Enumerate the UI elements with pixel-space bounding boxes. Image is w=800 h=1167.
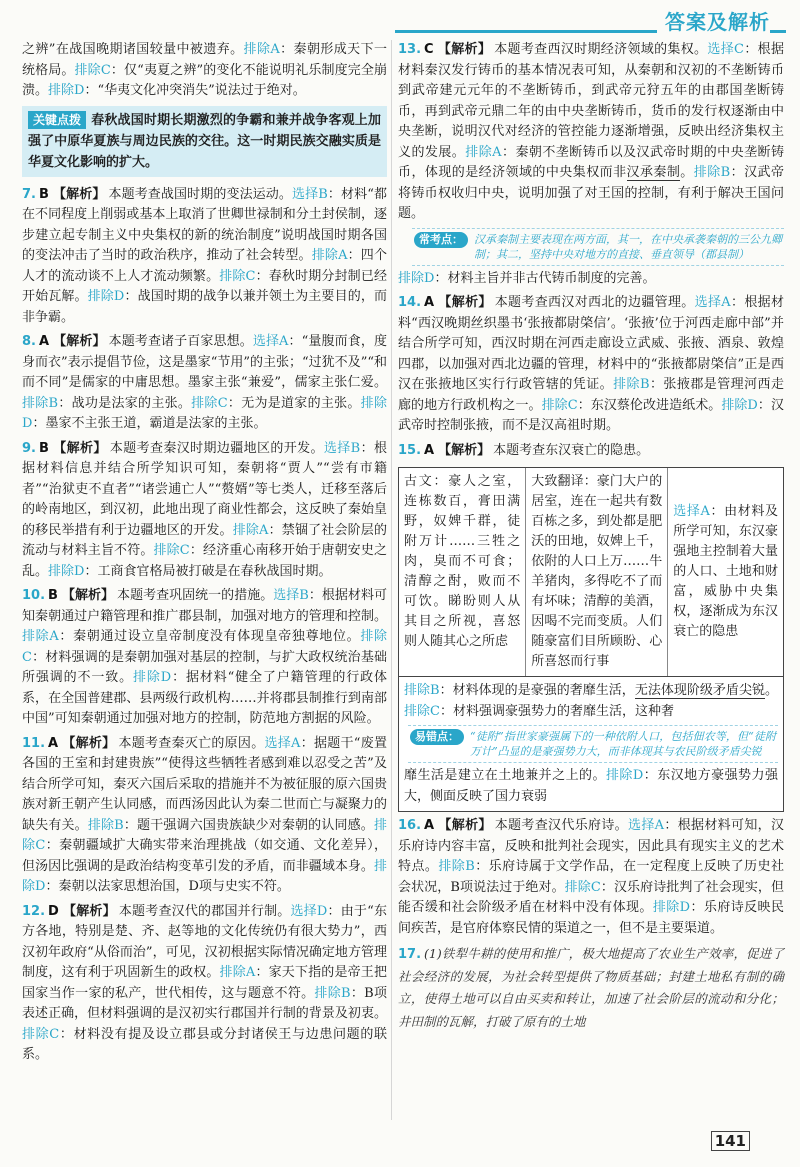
key-point-label: 关键点拨 [28, 111, 86, 129]
answer-7: 7. B 【解析】 本题考查战国时期的变法运动。选择B：材料“都在不同程度上削弱或基本上取消了世卿世禄制和分土封侯制，逐步建立起专制主义中央集权的新的统治制度”说明战国时期各国的变法冲击了当时的政治秩序，推动了社会转型。排除A：四个人才的流动谈不上人才流动频繁。排除C：春秋时期分封制已经开始瓦解。排除D：战国时期的战争以兼并领土为主要目的，而非争霸。 [22, 186, 387, 325]
intro-paragraph: 之辨”在战国晚期诸国较量中被遗弃。排除A：秦朝形成天下一统格局。排除C：仅“夷夏之辨”的变化不能说明礼乐制度完全崩溃。排除D：“华夷文化冲突消失”说法过于绝对。 [22, 42, 387, 98]
analysis-table [398, 467, 784, 812]
page-number: 141 [711, 1131, 750, 1151]
exam-point-note: 常考点： 汉承秦制主要表现在两方面，其一，在中央承袭秦朝的三公九卿制；其二，坚持中央对地方的直接、垂直领导（郡县制） [412, 228, 784, 266]
common-error-icon: 易错点： [410, 729, 464, 745]
table-cell-answer: 选择A：由材料及所学可知，东汉豪强地主控制着大量的人口、土地和财富，威胁中央集权，逐渐成为东汉衰亡的隐患 [673, 504, 778, 639]
answer-12: 12. D 【解析】 本题考查汉代的郡国并行制。选择D：由于“东方各地，特别是楚、齐、赵等地的文化传统仍有很大势力”，西汉初年政府“从俗而治”，可见，汉初根据实际情况确定地方管理制度，这有利于巩固新生的政权。排除A：家天下指的是帝王把国家当作一家的私产，世代相传，这与题意不符。排除B：B项表述正确，但材料强调的是汉初实行郡国并行制的背景及初衷。排除C：材料没有提及设立郡县或分封诸侯王与边患问题的联系。 [22, 903, 387, 1062]
column-divider [391, 40, 392, 1120]
key-point-box [22, 106, 387, 177]
table-footer: 排除B：材料体现的是豪强的奢靡生活，无法体现阶级矛盾尖锐。排除C：材料强调豪强势力的奢靡生活，这种奢 易错点： “徒附”指世家豪强属下的一种依附人口，包括佃农等，但“徒附万计”凸显的是豪强势力大，而非体现其与农民阶级矛盾尖锐 靡生活是建立在土地兼并之上的。排除D：东汉地方豪强势力强大，侧面反映了国力衰弱 [399, 676, 783, 811]
answer-15: 15. A 【解析】 本题考查东汉衰亡的隐患。 古文：豪人之室，连栋数百，膏田满野，奴婢千群，徒附万计……三牲之肉，臭而不可食；清醇之酎，败而不可饮。睇盼则人从其目之所视，喜怒则人随其心之所虑 大致翻译：豪门大户的居室，连在一起共有数百栋之多，到处都是肥沃的田地，奴婢上千，依附的人口上万……牛羊猪肉，多得吃不了而有坏味；清醇的美酒，因喝不完而变质。人们随豪富们目所顾盼、心所喜怒而行事 选择A：由材料及所学可知，东汉豪强地主控制着大量的人口、土地和财富，威胁中央集权，逐渐成为东汉衰亡的隐患 排除B：材料体现的是豪强的奢靡生活，无法体现阶级矛盾尖锐。排除C：材料强调豪强势力的奢靡生活，这种奢 易错点： “徒附”指世家豪强属下的一种依附人口，包括佃农等，但“徒附万计”凸显的是豪强势力大，而非体现其与农民阶级矛盾尖锐 靡生活是建立在土地兼并之上的。排除D：东汉地方豪强势力强大，侧面反映了国力衰弱 [398, 441, 784, 813]
answer-11: 11. A 【解析】 本题考查秦灭亡的原因。选择A：据题干“废置各国的王室和封建贵族”“使得这些牺牲者感到难以忍受之苦”及结合所学可知，秦灭六国后采取的措施并不为被征服的原六国贵族对新王朝产生认同感，而西汤因此认为秦二世而亡与凝聚力的缺失有关。排除B：题干强调六国贵族缺少对秦朝的认同感。排除C：秦朝疆域扩大确实带来治理挑战（如交通、文化差异），但汤因比强调的是政治结构变革引发的矛盾，而非疆域本身。排除D：秦朝以法家思想治国，D项与史实不符。 [22, 735, 387, 894]
header-bar [0, 0, 800, 40]
right-column [398, 40, 784, 1037]
header-title: 答案及解析 [657, 6, 770, 35]
underlined-phrase: 汉承秦制 [626, 165, 681, 180]
table-row [399, 468, 783, 676]
answer-14: 14. A 【解析】 本题考查西汉对西北的边疆管理。选择A：根据材料“西汉晚期丝织墨书‘张掖都尉棨信’。‘张掖’位于河西走廊中部”并结合所学可知，西汉时期在河西走廊设立武威、张掖、酒泉、敦煌四郡，以加强对西北边疆的管理，材料中的“张掖都尉棨信”正是西汉在张掖地区实行行政管辖的凭证。排除B：张掖郡是管理河西走廊的地方行政机构之一。排除C：东汉蔡伦改进造纸术。排除D：汉武帝时控制张掖，而不是汉高祖时期。 [398, 295, 784, 433]
answer-10: 10. B 【解析】 本题考查巩固统一的措施。选择B：根据材料可知秦朝通过户籍管理和推广郡县制，加强对地方的管理和控制。排除A：秦朝通过设立皇帝制度没有体现皇帝独尊地位。排除C：材料强调的是秦朝加强对基层的控制，与扩大政权统治基础所强调的不一致。排除D：据材料“健全了户籍管理的行政体系，在全国普建郡、县两级行政机构……并将郡县制推行到南部中国”可知秦朝通过加强对地方的控制，防范地方割据的风险。 [22, 588, 387, 726]
answer-16: 16. A 【解析】 本题考查汉代乐府诗。选择A：根据材料可知，汉乐府诗内容丰富，反映和批判社会现实，因此具有现实主义的艺术特点。排除B：乐府诗属于文学作品，在一定程度上反映了历史社会状况，B项说法过于绝对。排除C：汉乐府诗批判了社会现实，但能否缓和社会阶级矛盾在材料中没有体现。排除D：乐府诗反映民间疾苦，是官府体察民情的渠道之一，但不是主要渠道。 [398, 818, 784, 936]
underlined-phrase: 无法体现阶级矛盾尖锐 [634, 683, 765, 698]
table-cell-original: 古文：豪人之室，连栋数百，膏田满野，奴婢千群，徒附万计……三牲之肉，臭而不可食；清醇之酎，败而不可饮。睇盼则人从其目之所视，喜怒则人随其心之所虑 [399, 468, 526, 676]
answer-9: 9. B 【解析】 本题考查秦汉时期边疆地区的开发。选择B：根据材料信息并结合所学知识可知，秦朝将“贾人”“尝有市籍者”“治狱吏不直者”“诸尝逋亡人”“赘婿”等七类人，迁移至落后的岭南地区，到汉初，此地出现了商业性都会，这反映了秦始皇的移民举措有利于边疆地区的开发。排除A：禁锢了社会阶层的流动与材料主旨不符。排除C：经济重心南移开始于唐朝安史之乱。排除D：工商食官格局被打破是在春秋战国时期。 [22, 440, 387, 579]
answer-13: 13. C 【解析】 本题考查西汉时期经济领域的集权。选择C：根据材料秦汉发行铸币的基本情况表可知，从秦朝和汉初的不垄断铸币到武帝建元元年的不垄断铸币，到武帝元狩五年的由郡国垄断铸币，再到武帝元鼎二年的由中央垄断铸币，货币的发行权逐渐由中央垄断，说明汉代对经济的管控能力逐渐增强，反映出经济集权主义的发展。排除A：秦朝不垄断铸币以及汉武帝时期的中央垄断铸币，体现的是经济领域的中央集权而非汉承秦制。排除B：汉武帝将铸币权收归中央，说明加强了对王国的控制，有利于解决王国问题。 常考点： 汉承秦制主要表现在两方面，其一，在中央承袭秦朝的三公九卿制；其二，坚持中央对地方的直接、垂直领导（郡县制） 排除D：材料主旨并非古代铸币制度的完善。 [398, 42, 784, 286]
common-error-note: 易错点： “徒附”指世家豪强属下的一种依附人口，包括佃农等，但“徒附万计”凸显的是豪强势力大，而非体现其与农民阶级矛盾尖锐 [408, 725, 778, 763]
handwritten-answer: (1)铁犁牛耕的使用和推广，极大地提高了农业生产效率，促进了社会经济的发展，为社会转型提供了物质基础；封建土地私有制的确立，使得土地可以自由买卖和转让，加速了社会阶层的流动和分化；井田制的瓦解，打破了原有的土地 [398, 946, 784, 1029]
table-cell-translation: 大致翻译：豪门大户的居室，连在一起共有数百栋之多，到处都是肥沃的田地，奴婢上千，依附的人口上万……牛羊猪肉，多得吃不了而有坏味；清醇的美酒，因喝不完而变质。人们随豪富们目所顾盼、心所喜怒而行事 [526, 468, 668, 676]
key-point-text: 春秋战国时期长期激烈的争霸和兼并战争客观上加强了中原华夏族与周边民族的交往。这一时期民族交融实质是华夏文化影响的扩大。 [28, 112, 381, 170]
exam-point-icon: 常考点： [414, 232, 468, 248]
answer-8: 8. A 【解析】 本题考查诸子百家思想。选择A：“量腹而食，度身而衣”表示提倡节俭，这是墨家“节用”的主张；“过犹不及”“和而不同”是儒家的中庸思想。墨家主张“兼爱”，儒家主张仁爱。排除B：战功是法家的主张。排除C：无为是道家的主张。排除D：墨家不主张王道，霸道是法家的主张。 [22, 334, 387, 431]
left-column [22, 40, 387, 1070]
answer-17: 17. (1)铁犁牛耕的使用和推广，极大地提高了农业生产效率，促进了社会经济的发展，为社会转型提供了物质基础；封建土地私有制的确立，使得土地可以自由买卖和转让，加速了社会阶层的流动和分化；井田制的瓦解，打破了原有的土地 [398, 946, 784, 1029]
